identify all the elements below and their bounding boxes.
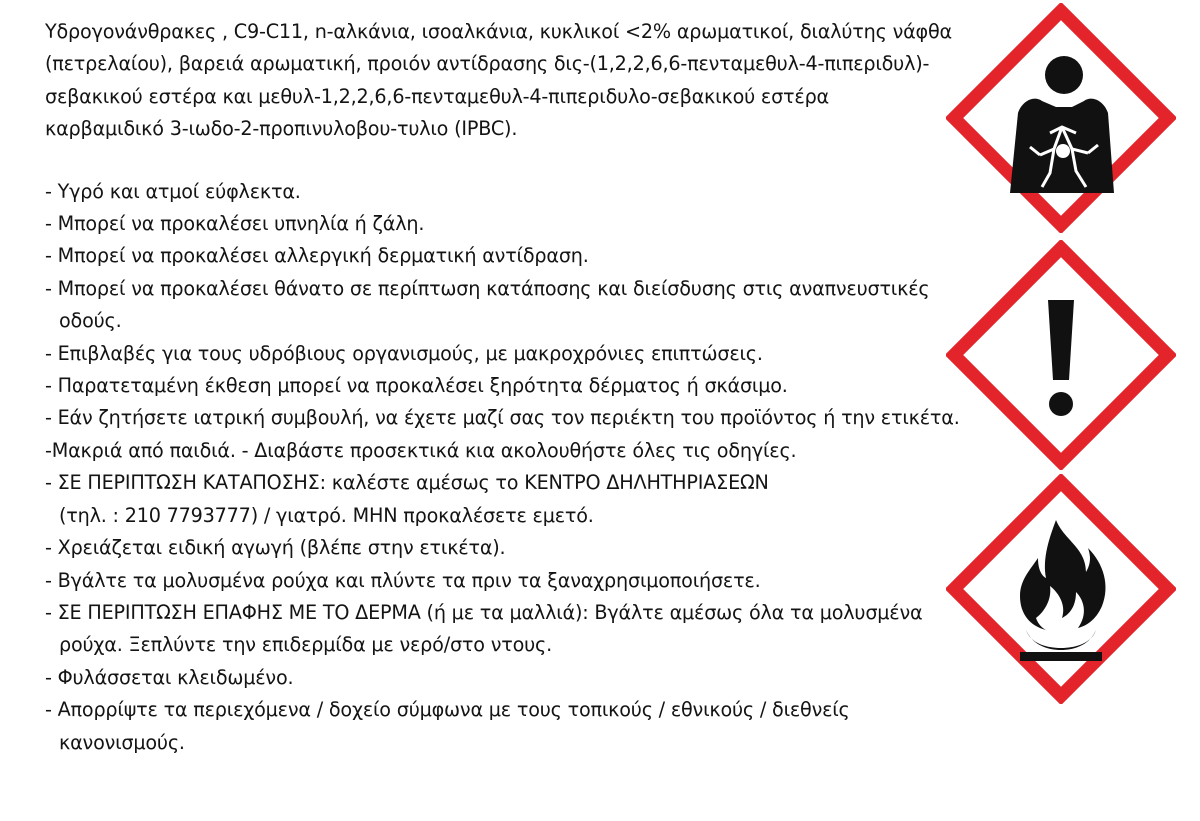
composition-line: Υδρογονάνθρακες , C9-C11, n-αλκάνια, ισοαλκάνια, κυκλικοί <2% αρωματικοί, διαλύτης νάφθα <box>45 20 952 43</box>
ghs07-exclamation-pictogram <box>946 240 1176 470</box>
composition-line: (πετρελαίου), βαρειά αρωματική, προιόν αντίδρασης δις-(1,2,2,6,6-πενταμεθυλ-4-πιπεριδυλ)- <box>45 52 930 76</box>
hazard-statement: - ΣΕ ΠΕΡΙΠΤΩΣΗ ΕΠΑΦΗΣ ΜΕ ΤΟ ΔΕΡΜΑ (ή με τα μαλλιά): Βγάλτε αμέσως όλα τα μολυσμένα <box>45 600 923 624</box>
spacer <box>45 146 945 176</box>
hazard-statement: - Παρατεταμένη έκθεση μπορεί να προκαλέσει ξηρότητα δέρματος ή σκάσιμο. <box>45 374 788 398</box>
exclamation-mark-icon <box>946 240 1176 470</box>
hazard-statement: οδούς. <box>59 309 122 333</box>
composition-line: σεβακικού εστέρα και μεθυλ-1,2,2,6,6-πενταμεθυλ-4-πιπεριδυλο-σεβακικού εστέρα <box>45 84 829 108</box>
hazard-statement: ρούχα. Ξεπλύντε την επιδερμίδα με νερό/στο ντους. <box>59 633 552 657</box>
hazard-statement: - Υγρό και ατμοί εύφλεκτα. <box>45 179 301 203</box>
hazard-statement: - Μπορεί να προκαλέσει αλλεργική δερματική αντίδραση. <box>45 244 589 268</box>
hazard-statement: - Απορρίψτε τα περιεχόμενα / δοχείο σύμφωνα με τους τοπικούς / εθνικούς / διεθνείς <box>45 698 850 722</box>
hazard-statement: - Φυλάσσεται κλειδωμένο. <box>45 665 294 689</box>
hazard-statement: κανονισμούς. <box>59 730 185 754</box>
hazard-statements-list <box>45 176 960 759</box>
composition-line: καρβαμιδικό 3-ιωδο-2-προπινυλοβου-τυλιο (IPBC). <box>45 117 518 141</box>
hazard-statement: -Μακριά από παιδιά. - Διαβάστε προσεκτικά κια ακολουθήστε όλες τις οδηγίες. <box>45 438 797 462</box>
ghs-pictograms <box>946 0 1176 821</box>
hazard-statement: - ΣΕ ΠΕΡΙΠΤΩΣΗ ΚΑΤΑΠΟΣΗΣ: καλέστε αμέσως το ΚΕΝΤΡΟ ΔΗΛΗΤΗΡΙΑΣΕΩΝ <box>45 471 769 495</box>
hazard-statement: (τηλ. : 210 7793777) / γιατρό. ΜΗΝ προκαλέσετε εμετό. <box>59 503 594 527</box>
hazard-statement: - Μπορεί να προκαλέσει θάνατο σε περίπτωση κατάποσης και διείσδυσης στις αναπνευστικές <box>45 276 930 300</box>
hazard-statement: - Μπορεί να προκαλέσει υπνηλία ή ζάλη. <box>45 212 425 236</box>
hazard-statement: - Εάν ζητήσετε ιατρική συμβουλή, να έχετε μαζί σας τον περιέκτη του προϊόντος ή την ετικέτα. <box>45 406 960 430</box>
hazard-label-text <box>45 16 960 759</box>
hazard-statement: - Χρειάζεται ειδική αγωγή (βλέπε στην ετικέτα). <box>45 536 506 560</box>
hazard-statement: - Βγάλτε τα μολυσμένα ρούχα και πλύντε τα πριν τα ξαναχρησιμοποιήσετε. <box>45 568 761 592</box>
flame-icon <box>946 474 1176 704</box>
composition-block <box>45 16 952 146</box>
ghs02-flame-pictogram <box>946 474 1176 704</box>
health-hazard-icon <box>946 3 1176 233</box>
hazard-statement: - Επιβλαβές για τους υδρόβιους οργανισμούς, με μακροχρόνιες επιπτώσεις. <box>45 341 763 365</box>
ghs08-health-hazard-pictogram <box>946 3 1176 233</box>
